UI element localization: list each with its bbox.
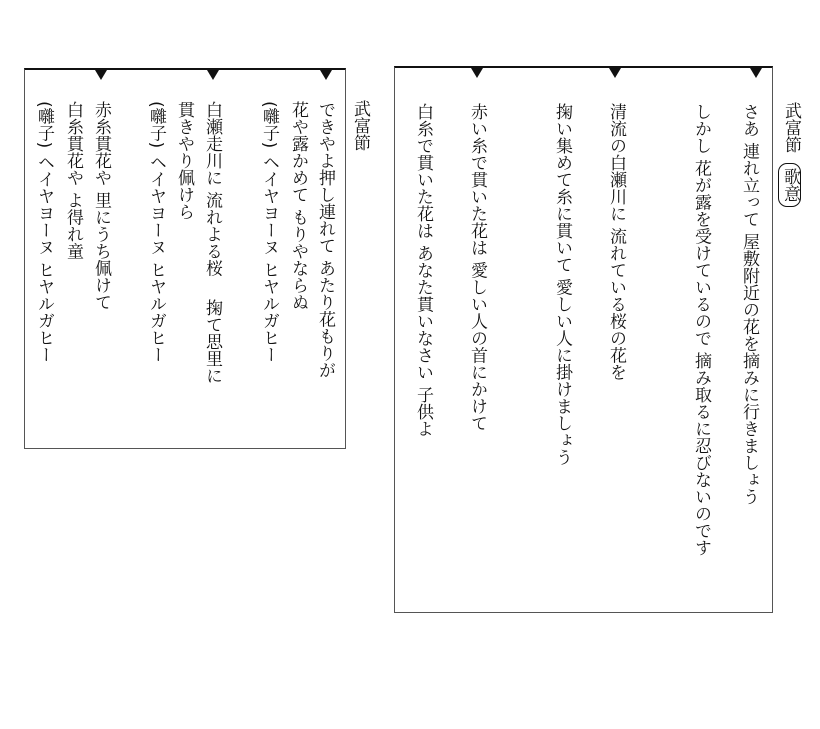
translation-line-4: 掬い集めて糸に貫いて 愛しい人に掛けましょう: [552, 103, 572, 466]
lyrics-line-6: (囃子) ヘイヤヨーヌ ヒヤルガヒー: [146, 101, 166, 364]
stanza-marker-icon: [320, 70, 332, 80]
lyrics-line-3: (囃子) ヘイヤヨーヌ ヒヤルガヒー: [259, 101, 279, 364]
stanza-marker-icon: [95, 70, 107, 80]
lyrics-line-5: 貫きやり佩けら: [174, 101, 194, 220]
right-block-title: 武富節: [781, 102, 801, 153]
translation-line-5: 赤い糸で貫いた花は 愛しい人の首にかけて: [467, 103, 487, 432]
lyrics-panel: [24, 68, 346, 449]
lyrics-line-7: 赤糸貫花や 里にうち佩けて: [91, 101, 111, 311]
translation-line-1: さあ 連れ立って 屋敷附近の花を摘みに行きましょう: [739, 103, 759, 505]
left-block-title: 武富節: [350, 100, 370, 151]
lyrics-line-4: 白瀬走川に 流れよる桜 掬て思里に: [202, 101, 222, 384]
translation-line-2: しかし 花が露を受けているので 摘み取るに忍びないのです: [691, 103, 711, 556]
meaning-badge: 歌意: [778, 163, 801, 207]
lyrics-line-9: (囃子) ヘイヤヨーヌ ヒヤルガヒー: [34, 101, 54, 364]
stanza-marker-icon: [609, 68, 621, 78]
lyrics-line-8: 白糸貫花や よ得れ童: [63, 101, 83, 260]
stanza-marker-icon: [471, 68, 483, 78]
translation-panel: [394, 66, 773, 613]
translation-line-6: 白糸で貫いた花は あなた貫いなさい 子供よ: [413, 103, 433, 437]
translation-line-3: 清流の白瀬川に 流れている桜の花を: [606, 103, 626, 381]
stanza-marker-icon: [750, 68, 762, 78]
lyrics-line-2: 花や露かめて もりやならぬ: [288, 101, 308, 311]
stanza-marker-icon: [207, 70, 219, 80]
lyrics-line-1: できやよ押し連れて あたり花もりが: [315, 101, 335, 379]
